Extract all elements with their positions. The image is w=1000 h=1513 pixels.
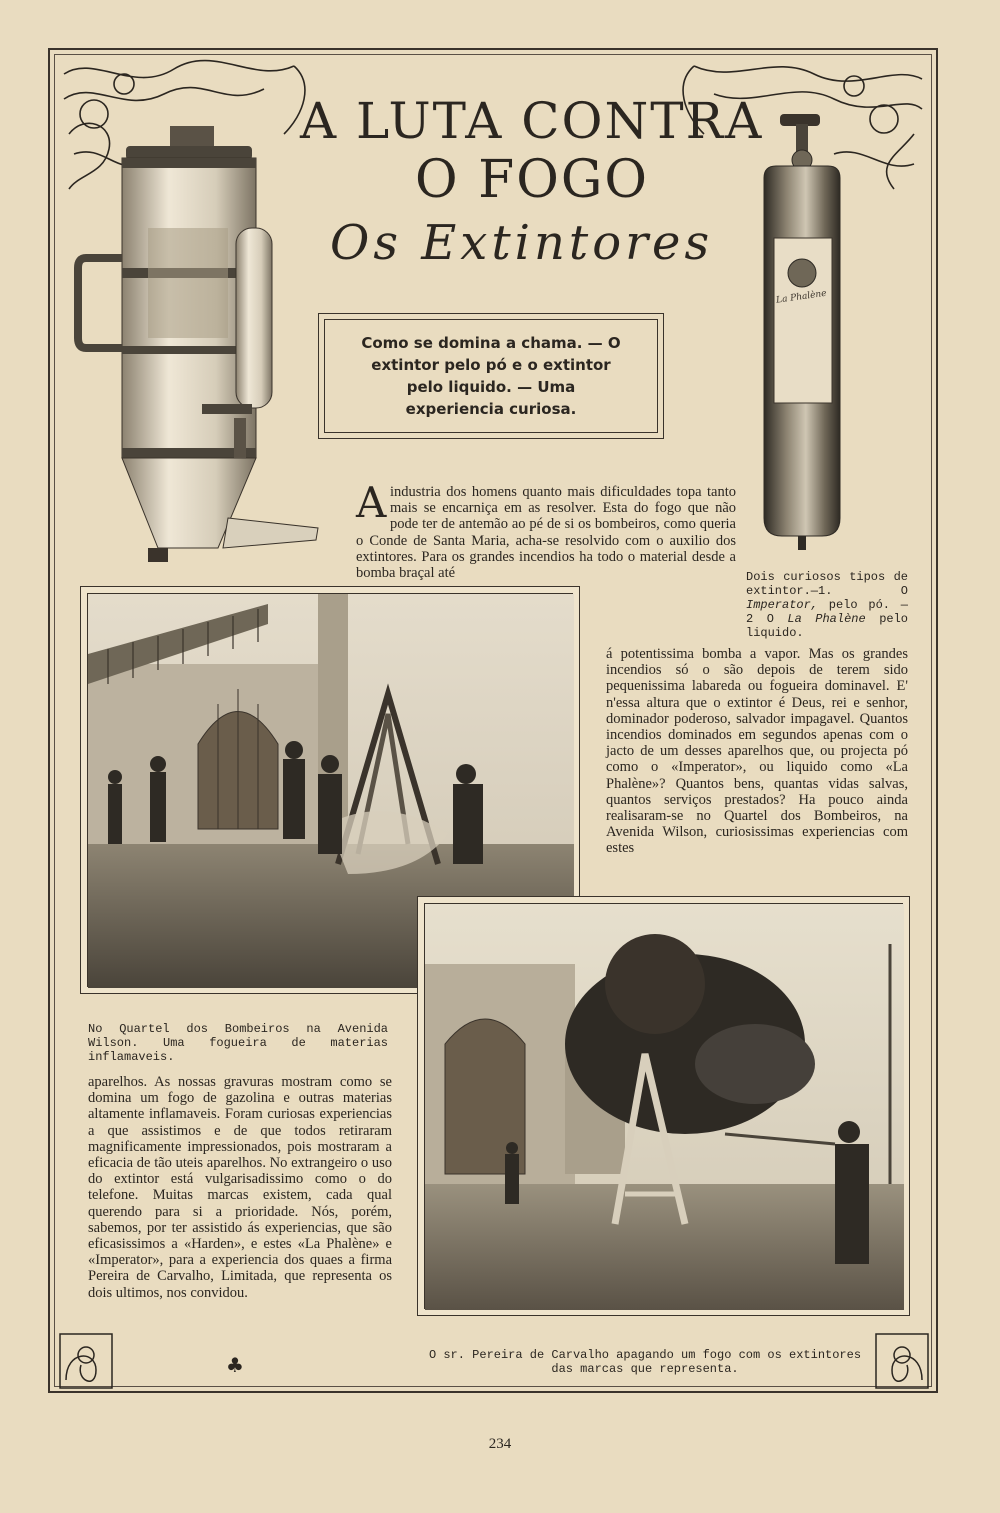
article-paragraph-2: aparelhos. As nossas gravuras mostram como se domina um fogo de gazolina e outras materias altamente inflamaveis. Foram curiosas experiencias a que assistimos e de que todos retiraram magnificamente impressionados, pois mostraram a eficacia de tão uteis aparelhos. No extrangeiro o uso do extintor está vulgarisadissimo como o do telefone. Muitas marcas existem, cada qual querendo para si a prioridade. Nós, porém, sabemos, por ter assistido ás experiencias, que são eficasissimos a «Harden», e estes «La Phalène» e «Imperator», para a experiencia dos quaes a firma Pereira de Carvalho, Limitada, que representa os dois ultimos, nos convidou. [88,1074,392,1301]
headline-subtitle: Os Extintores [330,215,714,271]
summary-box [318,313,664,439]
page-number: 234 [488,1436,512,1452]
article-paragraph-1-narrow [606,564,738,646]
club-ornament: ♣ [226,1353,244,1377]
photo-extinguishing [424,903,903,1309]
ornamental-corner-bottom-right [872,1330,932,1392]
imperator-extinguisher-illustration [78,118,338,568]
article-paragraph-1-wide: industria dos homens quanto mais dificuldades topa tanto mais se encarniça em as resolver. Esta do fogo que não pode ter de antemão ao pé de si os bombeiros, como queria o Conde de Santa Maria, acha-se resolvido com o auxilio dos extintores. Para os grandes incendios ha todo o material desde a bomba braçal até [356,484,736,582]
la-phalene-extinguisher-illustration [752,108,862,553]
headline-line-2: O FOGO [415,150,650,210]
summary-text: Como se domina a chama. — O extintor pelo pó e o extintor pelo liquido. — Uma experiencia curiosa. [361,334,621,418]
headline-line-1: A LUTA CONTRA [300,92,764,150]
caption-photo-bonfire: No Quartel dos Bombeiros na Avenida Wilson. Uma fogueira de materias inflamaveis. [88,1022,388,1064]
ornamental-corner-bottom-left [56,1330,116,1392]
device-label-text: La Phalène [775,288,828,306]
article-paragraph-1-continued: á potentissima bomba a vapor. Mas os grandes incendios só o são depois de terem sido pequenissima labareda ou fogueira dominavel. E' n'essa altura que o extintor é Deus, rei e senhor, dominador poderoso, salvador impagavel. Quantos incendios dominados em segundos apenas com o jacto de um desses aparelhos que, ou projecta pó como o «Imperator», ou liquido como «La Phalène»? Quantos bens, quantas vidas salvas, quantos serviços prestados? Ha pouco ainda realisaram-se no Quartel dos Bombeiros, na Avenida Wilson, curiosissimas experiencias com estes [606,646,908,857]
photo-extinguishing-frame [417,896,910,1316]
caption-extinguishers: Dois curiosos tipos de extintor.—1. O Imperator, pelo pó. — 2 O La Phalène pelo liquido. [746,570,908,640]
caption-photo-extinguishing: O sr. Pereira de Carvalho apagando um fogo com os extintores das marcas que representa. [428,1348,862,1376]
extinguishing-scene-image [425,904,904,1310]
drop-cap: A [356,478,387,527]
